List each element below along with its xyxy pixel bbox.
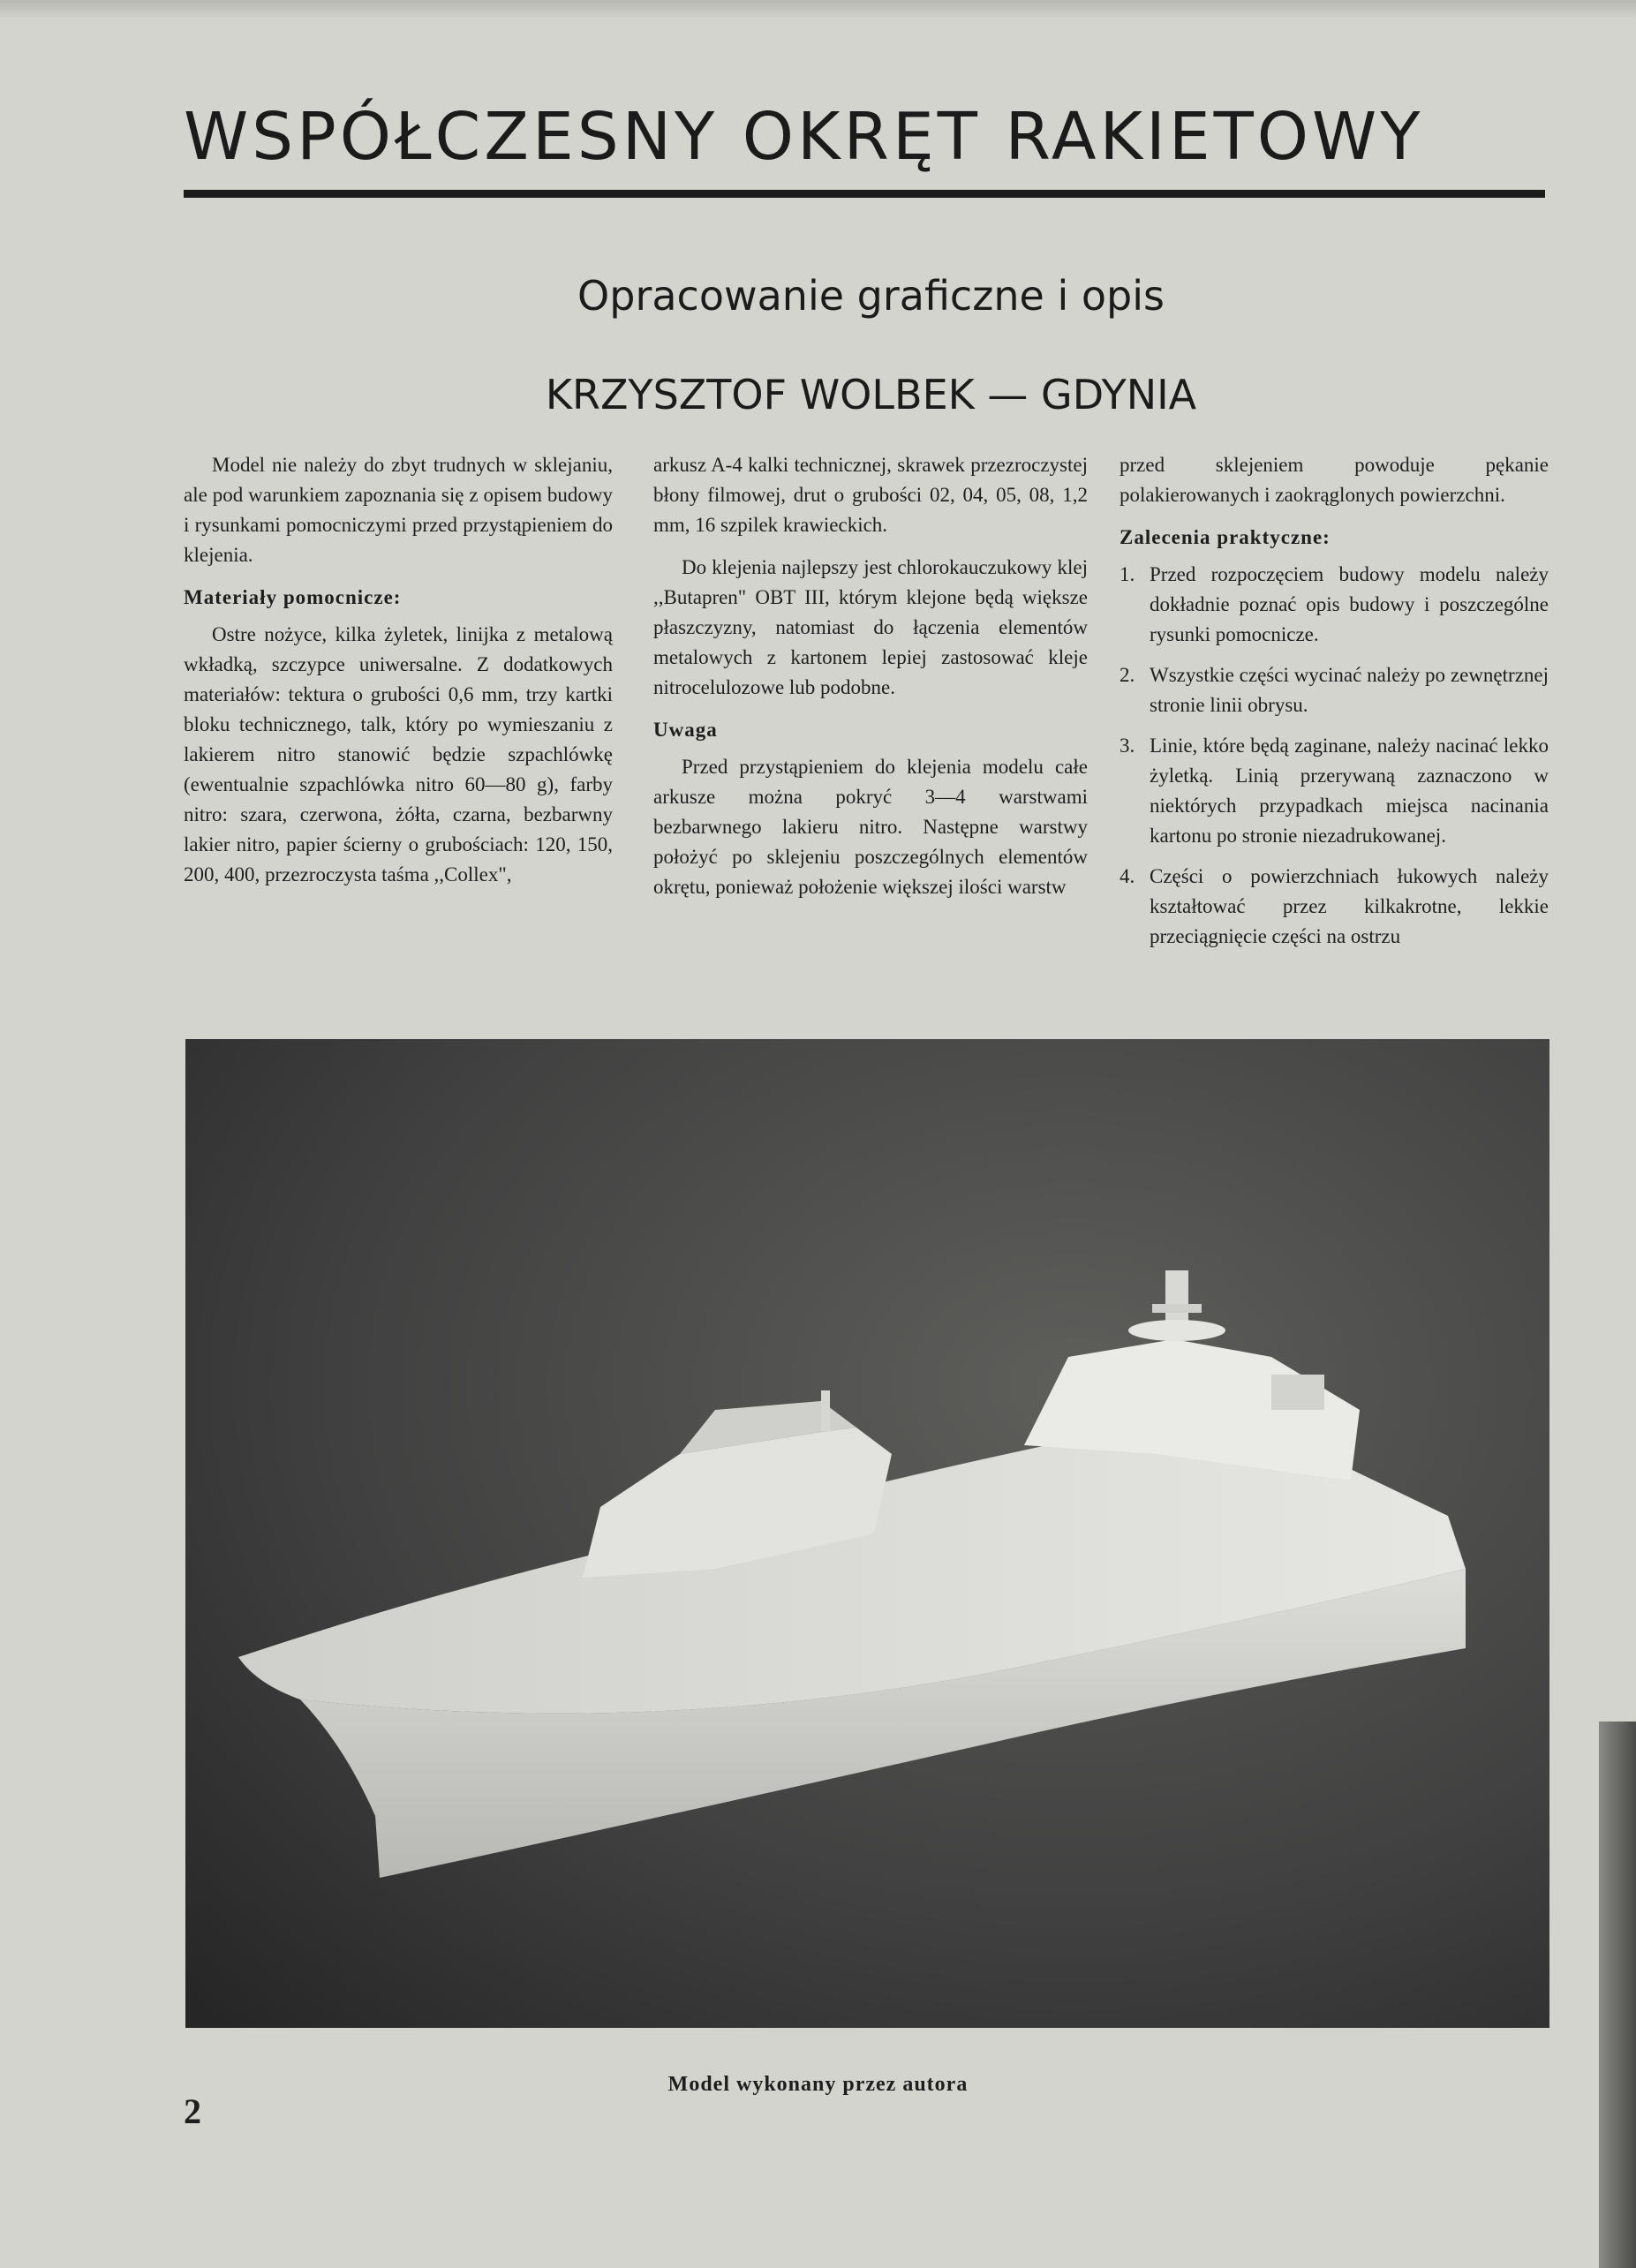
materials-paragraph: Ostre nożyce, kilka żyletek, linijka z metalową wkładką, szczypce uniwersalne. Z dodatkowych materiałów: tektura o grubości 0,6 mm, trzy kartki bloku technicznego, talk, który po wymieszaniu z lakierem nitro stanowić będzie szpachlówkę (ewentualnie szpachlówka nitro 60—80 g), farby nitro: szara, czerwona, żółta, czarna, bezbarwny lakier nitro, papier ścierny o grubościach: 120, 150, 200, 400, przezroczysta taśma ,,Collex", <box>184 623 613 885</box>
list-item-text: Przed rozpoczęciem budowy modelu należy dokładnie poznać opis budowy i poszczególne rysunki pomocnicze. <box>1150 563 1549 645</box>
list-item <box>1120 560 1549 650</box>
list-item <box>1120 731 1549 851</box>
intro-paragraph: Model nie należy do zbyt trudnych w sklejaniu, ale pod warunkiem zapoznania się z opisem budowy i rysunkami pomocniczymi przed przystąpieniem do klejenia. <box>184 454 613 566</box>
photo-caption: Model wykonany przez autora <box>667 2073 969 2096</box>
glue-paragraph: Do klejenia najlepszy jest chlorokauczukowy klej ,,Butapren" OBT III, którym klejone będą większe płaszczyzny, natomiast do łączenia elementów metalowych z kartonem lepiej zastosować kleje nitrocelulozowe lub podobne. <box>653 556 1088 698</box>
ship-model-illustration <box>185 1039 1549 2028</box>
list-item-number: 2. <box>1120 664 1135 686</box>
list-item-number: 1. <box>1120 563 1135 585</box>
list-item <box>1120 660 1549 720</box>
page-edge-right <box>1599 1722 1636 2268</box>
list-item-number: 4. <box>1120 865 1135 887</box>
text-column-3 <box>1120 450 1549 962</box>
page-number: 2 <box>184 2091 201 2131</box>
tips-heading: Zalecenia praktyczne: <box>1120 526 1331 548</box>
list-item-text: Wszystkie części wycinać należy po zewnętrznej stronie linii obrysu. <box>1150 664 1549 716</box>
list-item-text: Linie, które będą zaginane, należy nacinać lekko żyletką. Linią przerywaną zaznaczono w niektórych przypadkach miejsca nacinania kartonu po stronie niezadrukowanej. <box>1150 735 1549 847</box>
ship-model-photo <box>185 1039 1549 2028</box>
warning-continued: przed sklejeniem powoduje pękanie polakierowanych i zaokrąglonych powierzchni. <box>1120 454 1549 506</box>
list-item-text: Części o powierzchniach łukowych należy kształtować przez kilkakrotne, lekkie przeciągnięcie części na ostrzu <box>1150 865 1549 947</box>
page-subtitle: Opracowanie graficzne i opis <box>577 272 1165 320</box>
materials-heading: Materiały pomocnicze: <box>184 586 402 608</box>
materials-continued: arkusz A-4 kalki technicznej, skrawek przezroczystej błony filmowej, drut o grubości 02, 04, 05, 08, 1,2 mm, 16 szpilek krawieckich. <box>653 454 1088 536</box>
page-shadow-top <box>0 0 1636 19</box>
author-line: KRZYSZTOF WOLBEK — GDYNIA <box>545 371 1197 418</box>
text-column-1 <box>184 450 613 902</box>
list-item-number: 3. <box>1120 735 1135 757</box>
tips-list <box>1120 560 1549 952</box>
warning-paragraph: Przed przystąpieniem do klejenia modelu całe arkusze można pokryć 3—4 warstwami bezbarwnego lakieru nitro. Następne warstwy położyć po sklejeniu poszczególnych elementów okrętu, ponieważ położenie większej ilości warstw <box>653 756 1088 898</box>
text-column-2 <box>653 450 1088 915</box>
warning-heading: Uwaga <box>653 719 718 741</box>
title-underline <box>184 190 1545 198</box>
list-item <box>1120 862 1549 952</box>
page-title: WSPÓŁCZESNY OKRĘT RAKIETOWY <box>184 99 1424 175</box>
